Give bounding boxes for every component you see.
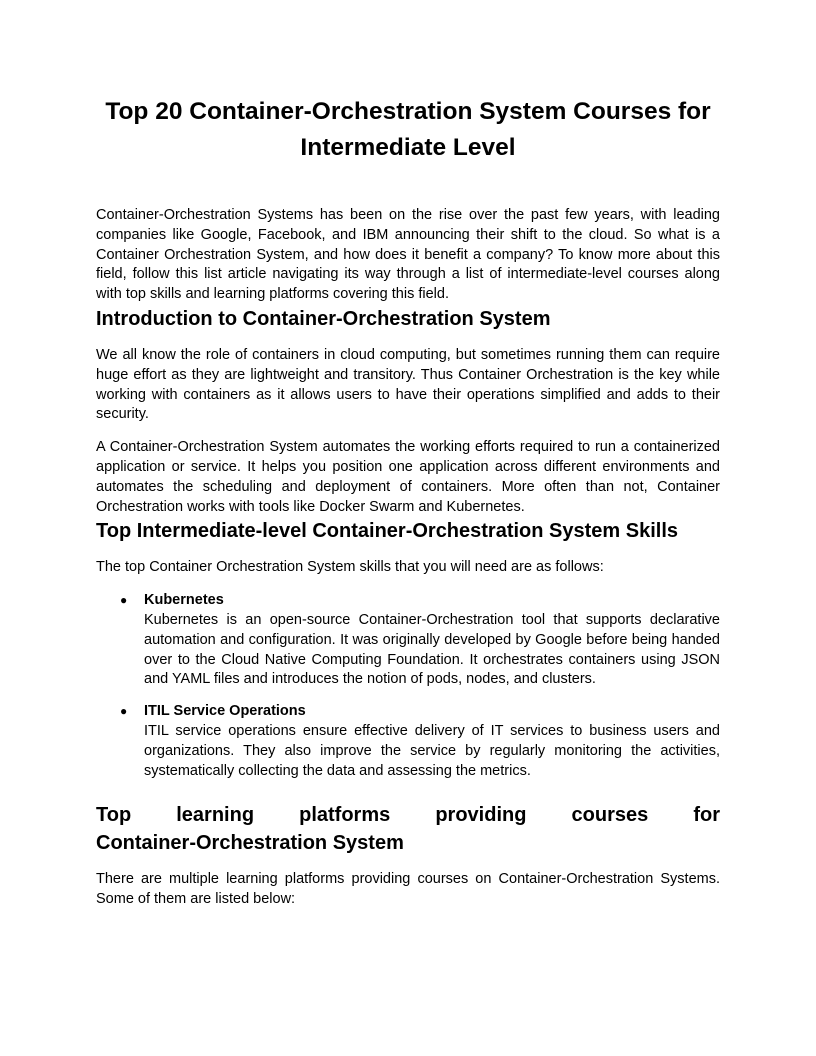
document-page <box>96 94 720 910</box>
intro-section-paragraph-2: A Container-Orchestration System automates the working efforts required to run a containerized application or service. It helps you position one application across different environments and automates the scheduling and deployment of containers. More often than not, Container Orchestration works with tools like Docker Swarm and Kubernetes. <box>96 439 720 515</box>
document-title: Top 20 Container-Orchestration System Courses for Intermediate Level <box>105 98 711 161</box>
bullet-icon: ● <box>120 593 128 608</box>
heading-word: courses <box>571 804 649 827</box>
heading-word: learning <box>176 804 255 827</box>
bullet-icon: ● <box>120 704 128 719</box>
skill-name: Kubernetes <box>144 592 224 609</box>
section-heading-skills: Top Intermediate-level Container-Orchestration System Skills <box>96 520 679 543</box>
intro-section-paragraph-1: We all know the role of containers in cloud computing, but sometimes running them can require huge effort as they are lightweight and transitory. Thus Container Orchestration is the key while working with containers as it allows users to have their operations simplified and adds to their security. <box>96 346 720 423</box>
skill-item-kubernetes <box>120 591 720 690</box>
skills-lead-paragraph: The top Container Orchestration System skills that you will need are as follows: <box>96 559 604 576</box>
heading-line-2: Container-Orchestration System <box>96 832 404 855</box>
skill-description: Kubernetes is an open-source Container-Orchestration tool that supports declarative automation and configuration. It was originally developed by Google before being handed over to the Cloud Native Computing Foundation. It orchestrates containers using JSON and YAML files and introduces the notion of pods, nodes, and clusters. <box>144 611 720 688</box>
platforms-paragraph: There are multiple learning platforms providing courses on Container-Orchestration Systems. Some of them are listed below: <box>96 871 720 908</box>
intro-paragraph: Container-Orchestration Systems has been on the rise over the past few years, with leading companies like Google, Facebook, and IBM announcing their shift to the cloud. So what is a Container Orchestration System, and how does it benefit a company? To know more about this field, follow this list article navigating its way through a list of intermediate-level courses along with top skills and learning platforms covering this field. <box>96 207 720 303</box>
skills-list <box>96 591 720 781</box>
skill-name: ITIL Service Operations <box>144 703 306 720</box>
heading-word: platforms <box>299 804 391 827</box>
heading-word: for <box>693 804 720 827</box>
section-heading-introduction: Introduction to Container-Orchestration System <box>96 307 551 330</box>
section-heading-learning-platforms <box>96 801 720 857</box>
heading-line-1 <box>96 801 720 829</box>
heading-word: providing <box>435 804 527 827</box>
heading-word: Top <box>96 804 132 827</box>
skill-description: ITIL service operations ensure effective delivery of IT services to business users and organizations. They also improve the service by regularly monitoring the activities, systematically collecting the data and assessing the metrics. <box>144 722 720 779</box>
skill-item-itil-service-operations <box>120 702 720 781</box>
